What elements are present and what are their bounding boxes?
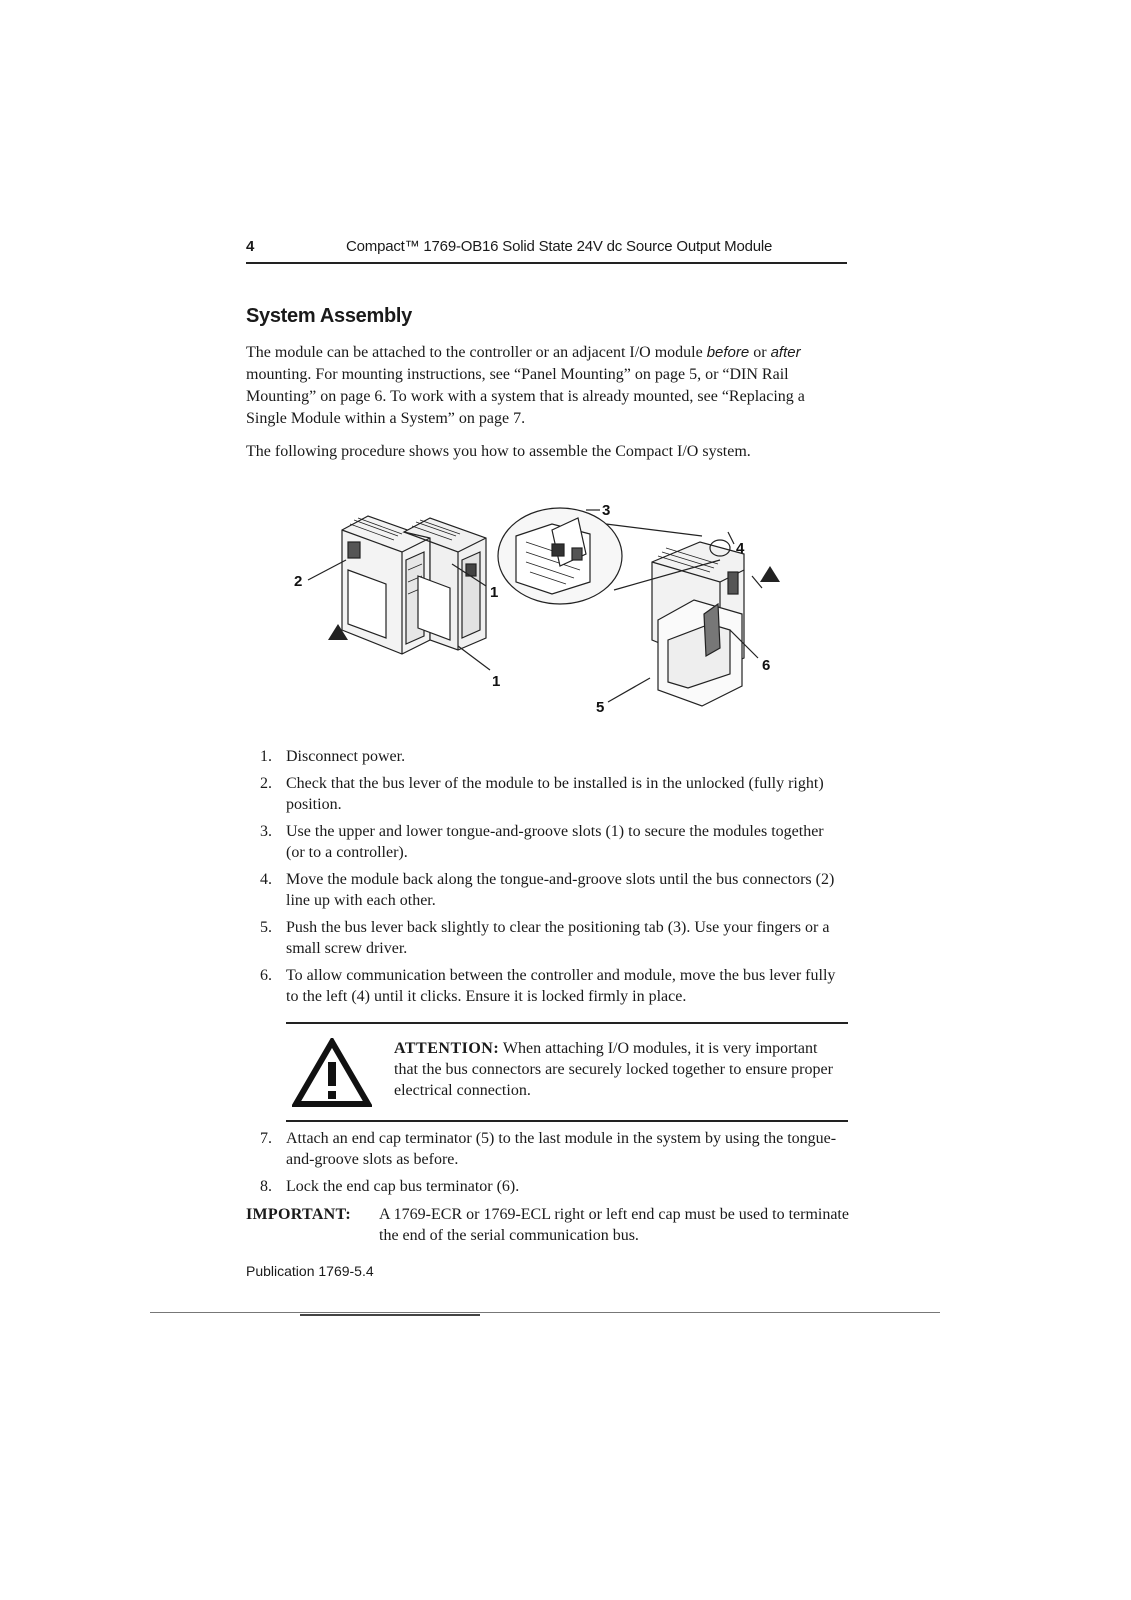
procedure-intro: The following procedure shows you how to assemble the Compact I/O system. [246, 443, 751, 460]
list-item: 2. Check that the bus lever of the module to be installed is in the unlocked (fully right) position. [260, 775, 824, 813]
callout-1a: 1 [490, 584, 499, 601]
assembly-figure [290, 490, 800, 735]
header-title: Compact™ 1769-OB16 Solid State 24V dc Source Output Module [346, 238, 773, 255]
warning-icon [292, 1038, 372, 1108]
intro-text-2: or [749, 344, 771, 361]
attention-box [286, 1022, 848, 1122]
attention-body: When attaching I/O modules, it is very important that the bus connectors are securely locked together to ensure proper electrical connection. [394, 1040, 833, 1099]
attention-label: ATTENTION: [394, 1040, 500, 1057]
intro-before: before [706, 344, 750, 361]
important-label: IMPORTANT: [246, 1206, 351, 1223]
important-text: A 1769-ECR or 1769-ECL right or left end cap must be used to terminate the end of the serial communication bus. [379, 1206, 849, 1244]
intro-after: after [770, 344, 801, 361]
list-item: 7. Attach an end cap terminator (5) to the last module in the system by using the tongue-and-groove slots as before. [260, 1130, 837, 1168]
page-header [246, 238, 847, 264]
callout-5: 5 [596, 699, 605, 716]
intro-text-1: The module can be attached to the controller or an adjacent I/O module [246, 344, 707, 361]
scan-edge-line-dark [300, 1314, 480, 1316]
callout-1b: 1 [492, 673, 501, 690]
attention-text [394, 1038, 834, 1101]
list-item: 4. Move the module back along the tongue-and-groove slots until the bus connectors (2) line up with each other. [260, 871, 835, 909]
steps-list [246, 746, 846, 1013]
callout-4: 4 [736, 540, 745, 557]
steps-list-continued [246, 1128, 846, 1203]
intro-text-3: mounting. For mounting instructions, see “Panel Mounting” on page 5, or “DIN Rail Mounting” on page 6. To work with a system that is already mounted, see “Replacing a Single Module within a System” on page 7. [246, 366, 805, 427]
publication-footer: Publication 1769-5.4 [246, 1263, 374, 1279]
callout-3: 3 [602, 502, 611, 519]
intro-paragraph [246, 342, 846, 430]
page-number: 4 [246, 238, 255, 255]
callout-6: 6 [762, 657, 771, 674]
scan-edge-line [150, 1312, 940, 1313]
list-item: 1. Disconnect power. [260, 748, 406, 765]
list-item: 5. Push the bus lever back slightly to clear the positioning tab (3). Use your fingers or a small screw driver. [260, 919, 830, 957]
list-item: 6. To allow communication between the controller and module, move the bus lever fully to the left (4) until it clicks. Ensure it is locked firmly in place. [260, 967, 836, 1005]
callout-2: 2 [294, 573, 303, 590]
section-title: System Assembly [246, 305, 412, 327]
list-item: 8. Lock the end cap bus terminator (6). [260, 1178, 520, 1195]
list-item: 3. Use the upper and lower tongue-and-groove slots (1) to secure the modules together (or to a controller). [260, 823, 824, 861]
